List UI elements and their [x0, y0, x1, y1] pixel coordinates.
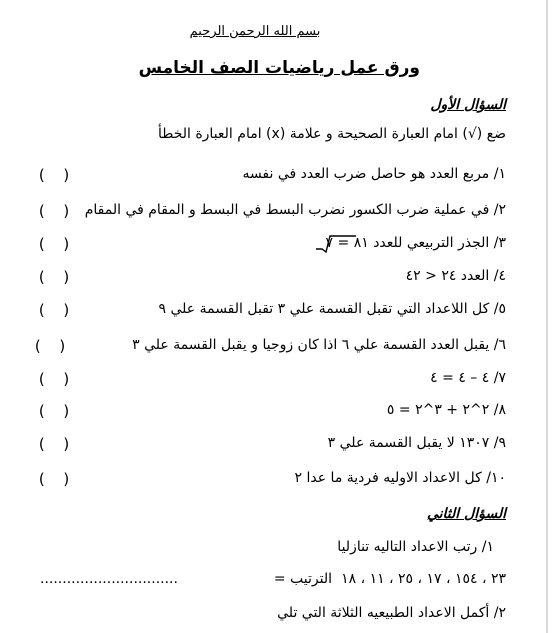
answer-box-9[interactable]: ( ) [37, 435, 71, 453]
order-answer-blank[interactable]: ............................... [40, 571, 178, 587]
statement-7: ٧/ ٤ – ٤ = ٤ [430, 370, 506, 386]
answer-box-7[interactable]: ( ) [37, 370, 71, 388]
statement-9: ٩/ ١٣٠٧ لا يقبل القسمة علي ٣ [327, 435, 506, 451]
worksheet-title: ورق عمل رياضيات الصف الخامس [138, 58, 420, 78]
statement-1: ١/ مربع العدد هو حاصل ضرب العدد في نفسه [242, 166, 506, 182]
statement-3: ٣/ الجذر التربيعي للعدد ٨١ = ٧ [325, 235, 506, 251]
answer-box-5[interactable]: ( ) [37, 301, 71, 319]
statement-4: ٤/ العدد ٢٤ < ٤٢ [405, 268, 506, 284]
statement-6: ٦/ يقبل العدد القسمة علي ٦ اذا كان زوجيا و يقبل القسمة علي ٣ [132, 337, 506, 353]
answer-box-3[interactable]: ( ) [37, 235, 71, 253]
page-edge-rule [546, 0, 548, 633]
statement-5: ٥/ كل اللاعداد التي تقبل القسمة علي ٣ تقبل القسمة علي ٩ [158, 301, 506, 317]
statement-2: ٢/ في عملية ضرب الكسور نضرب البسط في البسط و المقام في المقام [84, 202, 506, 218]
statement-8: ٨/ ٢^٢ + ٣^٢ = ٥ [386, 402, 506, 418]
statement-10: ١٠/ كل الاعداد الاوليه فردية ما عدا ٢ [294, 470, 506, 486]
square-root-sign [316, 235, 356, 253]
question-2-1: ١/ رتب الاعداد التاليه تنازليا [337, 539, 494, 555]
basmala: بسم الله الرحمن الرحيم [189, 24, 321, 39]
numbers-to-order: ٢٣ ، ١٥٤ ، ١٧ ، ٢٥ ، ١١ ، ١٨ [341, 571, 506, 587]
answer-box-6[interactable]: ( ) [33, 337, 67, 355]
section-2-heading: السؤال الثاني [426, 506, 506, 522]
order-label: الترتيب = [273, 571, 332, 587]
answer-box-4[interactable]: ( ) [37, 268, 71, 286]
section-1-heading: السؤال الأول [430, 97, 506, 113]
answer-box-10[interactable]: ( ) [37, 470, 71, 488]
answer-box-8[interactable]: ( ) [37, 402, 71, 420]
question-2-2: ٢/ أكمل الاعداد الطبيعيه الثلاثة التي تلي [277, 605, 506, 621]
answer-box-2[interactable]: ( ) [37, 202, 71, 220]
section-1-instruction: ضع (√) امام العبارة الصحيحة و علامة (x) امام العبارة الخطأ [157, 126, 506, 142]
answer-box-1[interactable]: ( ) [37, 166, 71, 184]
